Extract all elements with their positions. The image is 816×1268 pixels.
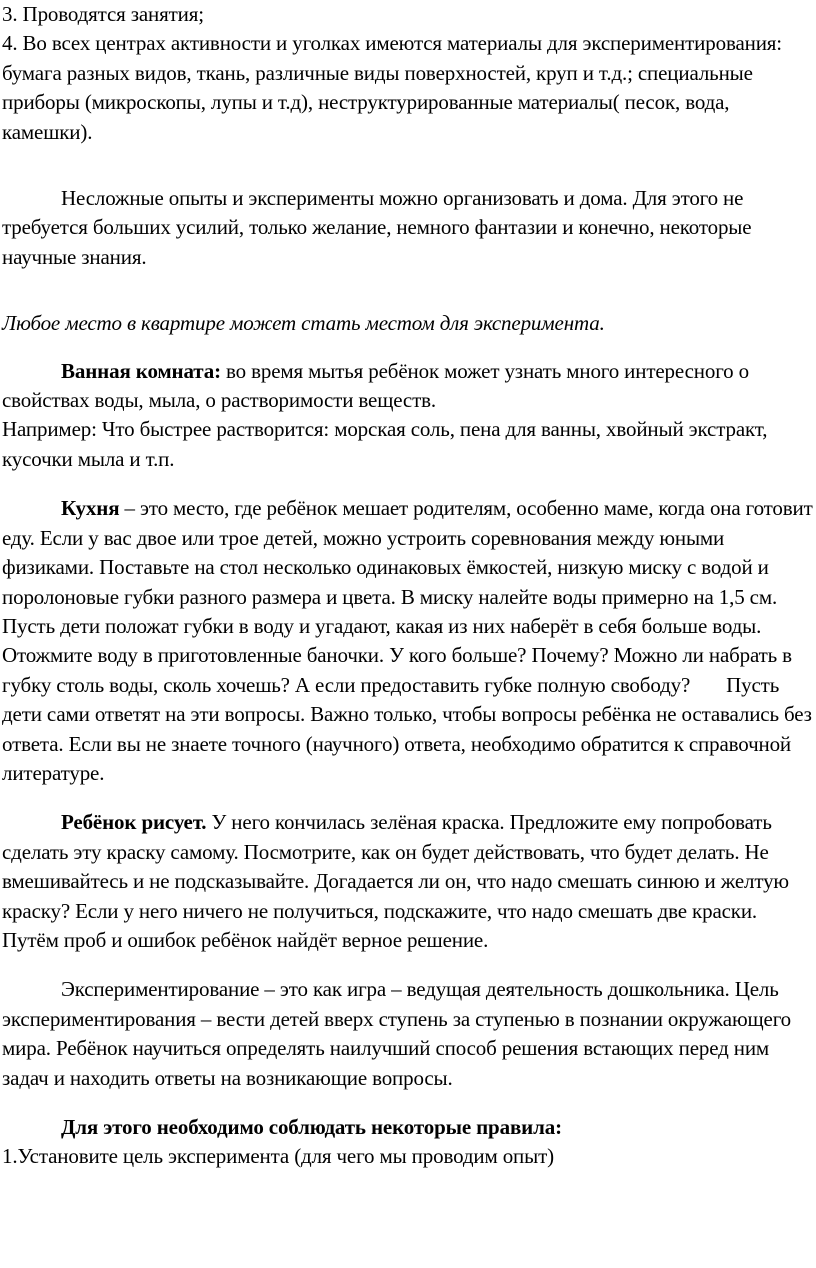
drawing-paragraph (2, 808, 816, 955)
drawing-title: Ребёнок рисует. (61, 810, 207, 835)
kitchen-paragraph (2, 494, 816, 788)
kitchen-text-part1: – это место, где ребёнок мешает родителям, особенно маме, когда она готовит еду. Если у вас двое или трое детей, можно устроить соревнования между юными физиками. Поставьте на стол несколько одинаковых ёмкостей, низкую миску с водой и поролоновые губки разного размера и цвета. В миску налейте воды примерно на 1,5 см. Пусть дети положат губки в воду и угадают, какая из них наберёт в себя больше воды. Отожмите воду в приготовленные баночки. У кого больше? Почему? Можно ли набрать в губку столь воды, сколь хочешь? А если предоставить губке полную свободу? (2, 496, 813, 697)
list-item-3: 3. Проводятся занятия; (2, 2, 204, 26)
bathroom-paragraph (2, 357, 816, 416)
home-intro-paragraph: Несложные опыты и эксперименты можно организовать и дома. Для этого не требуется больших усилий, только желание, немного фантазии и конечно, некоторые научные знания. (2, 186, 752, 269)
drawing-text: У него кончилась зелёная краска. Предложите ему попробовать сделать эту краску самому. Посмотрите, как он будет действовать, что будет делать. Не вмешивайтесь и не подсказывайте. Догадается ли он, что надо смешать синюю и желтую краску? Если у него ничего не получиться, подскажите, что надо смешать две краски. Путём проб и ошибок ребёнок найдёт верное решение. (2, 810, 789, 952)
rule-1: 1.Установите цель эксперимента (для чего мы проводим опыт) (2, 1144, 554, 1169)
experimenting-paragraph: Экспериментирование – это как игра – ведущая деятельность дошкольника. Цель экспериментирования – вести детей вверх ступень за ступенью в познании окружающего мира. Ребёнок научиться определять наилучший способ решения встающих перед ним задач и находить ответы на возникающие вопросы. (2, 977, 791, 1090)
kitchen-text-part2: Пусть дети сами ответят на эти вопросы. Важно только, чтобы вопросы ребёнка не оставались без ответа. Если вы не знаете точного (научного) ответа, необходимо обратится к справочной литературе. (2, 672, 812, 785)
rules-heading: Для этого необходимо соблюдать некоторые правила: (61, 1115, 562, 1139)
bathroom-title: Ванная комната: (61, 358, 221, 383)
list-item-4: 4. Во всех центрах активности и уголках имеются материалы для экспериментирования: бумага разных видов, ткань, различные виды поверхностей, круп и т.д.; специальные приборы (микроскопы, лупы и т.д), неструктурированные материалы( песок, вода, камешки). (2, 31, 782, 144)
bathroom-example: Например: Что быстрее растворится: морская соль, пена для ванны, хвойный экстракт, кусочки мыла и т.п. (2, 417, 768, 471)
bathroom-text: во время мытья ребёнок может узнать много интересного о свойствах воды, мыла, о растворимости веществ. (2, 358, 749, 413)
kitchen-title: Кухня (61, 496, 120, 521)
italic-heading: Любое место в квартире может стать местом для эксперимента. (2, 311, 605, 336)
